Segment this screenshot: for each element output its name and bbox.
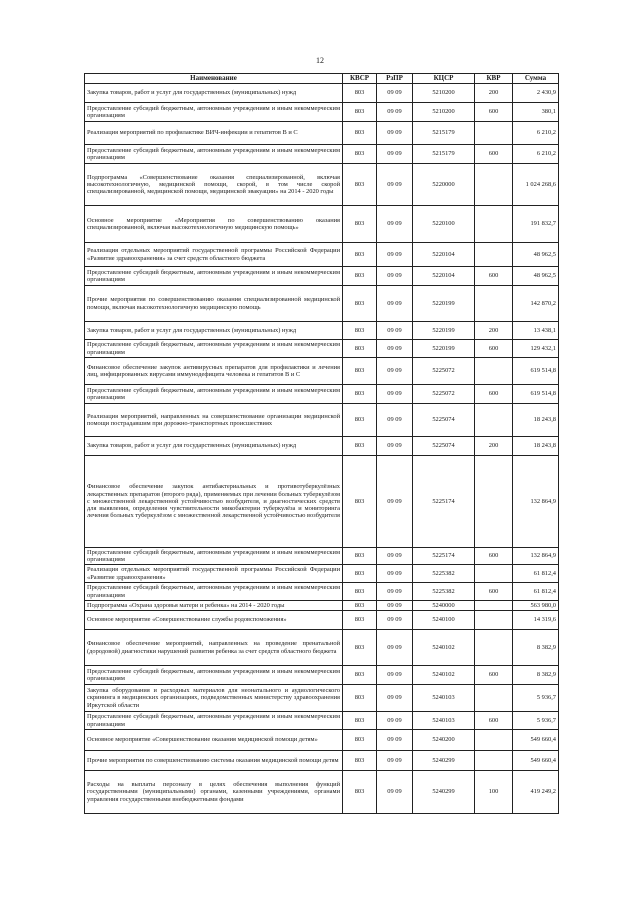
cell-rzpr: 09 09 (377, 206, 413, 243)
table-row (85, 437, 559, 456)
cell-kvsr: 803 (343, 630, 377, 666)
table-row (85, 685, 559, 712)
table-row (85, 122, 559, 145)
cell-sum: 6 210,2 (513, 145, 559, 164)
cell-name: Реализация мероприятий, направленных на совершенствование организации медицинской помощи пострадавшим при дорожно-транспортных происшествиях (85, 404, 343, 437)
table-row (85, 548, 559, 565)
cell-sum: 61 812,4 (513, 583, 559, 601)
cell-name: Предоставление субсидий бюджетным, автономным учреждениям и иным некоммерческим организациям (85, 666, 343, 685)
table-row (85, 601, 559, 611)
cell-name: Реализация отдельных мероприятий государственной программы Российской Федерации «Развитие здравоохранения» (85, 565, 343, 583)
cell-kvsr: 803 (343, 84, 377, 103)
cell-sum: 132 864,9 (513, 456, 559, 548)
cell-kvsr: 803 (343, 685, 377, 712)
cell-kvsr: 803 (343, 164, 377, 206)
cell-kcsr: 5220000 (413, 164, 475, 206)
cell-sum: 48 962,5 (513, 243, 559, 267)
cell-sum: 619 514,8 (513, 385, 559, 404)
cell-kvsr: 803 (343, 456, 377, 548)
cell-kvr: 100 (475, 771, 513, 814)
cell-kvsr: 803 (343, 437, 377, 456)
cell-kvsr: 803 (343, 565, 377, 583)
cell-kvr: 600 (475, 583, 513, 601)
cell-name: Предоставление субсидий бюджетным, автономным учреждениям и иным некоммерческим организациям (85, 340, 343, 358)
cell-kcsr: 5225174 (413, 548, 475, 565)
cell-kvsr: 803 (343, 385, 377, 404)
cell-rzpr: 09 09 (377, 771, 413, 814)
cell-kcsr: 5240299 (413, 751, 475, 771)
cell-sum: 18 243,8 (513, 404, 559, 437)
cell-name: Предоставление субсидий бюджетным, автономным учреждениям и иным некоммерческим организациям (85, 712, 343, 730)
cell-kvsr: 803 (343, 286, 377, 322)
cell-kvsr: 803 (343, 666, 377, 685)
cell-kvr (475, 286, 513, 322)
table-row (85, 456, 559, 548)
cell-name: Финансовое обеспечение мероприятий, направленных на проведение пренатальной (дородовой) диагностики нарушений развития ребенка за счет средств областного бюджета (85, 630, 343, 666)
header-rzpr: РзПР (377, 74, 413, 84)
cell-kvr: 200 (475, 437, 513, 456)
cell-rzpr: 09 09 (377, 611, 413, 630)
table-row (85, 583, 559, 601)
cell-kvsr: 803 (343, 771, 377, 814)
cell-kvsr: 803 (343, 751, 377, 771)
cell-sum: 129 432,1 (513, 340, 559, 358)
cell-kcsr: 5240299 (413, 771, 475, 814)
cell-kcsr: 5240000 (413, 601, 475, 611)
cell-rzpr: 09 09 (377, 601, 413, 611)
cell-kvr (475, 601, 513, 611)
cell-rzpr: 09 09 (377, 685, 413, 712)
cell-sum: 61 812,4 (513, 565, 559, 583)
cell-sum: 13 438,1 (513, 322, 559, 340)
table-row (85, 84, 559, 103)
cell-sum: 419 249,2 (513, 771, 559, 814)
table-row (85, 103, 559, 122)
cell-kvr: 600 (475, 145, 513, 164)
cell-rzpr: 09 09 (377, 712, 413, 730)
cell-rzpr: 09 09 (377, 730, 413, 751)
cell-kvsr: 803 (343, 358, 377, 385)
cell-kvsr: 803 (343, 404, 377, 437)
cell-kcsr: 5220104 (413, 267, 475, 286)
cell-rzpr: 09 09 (377, 358, 413, 385)
table-row (85, 712, 559, 730)
cell-rzpr: 09 09 (377, 286, 413, 322)
cell-sum: 132 864,9 (513, 548, 559, 565)
cell-sum: 549 660,4 (513, 751, 559, 771)
cell-rzpr: 09 09 (377, 322, 413, 340)
cell-kcsr: 5240103 (413, 685, 475, 712)
cell-kcsr: 5220100 (413, 206, 475, 243)
cell-name: Закупка оборудования и расходных материалов для неонатального и аудиологического скрининга в медицинских организациях, подведомственных министерству здравоохранения Иркутской области (85, 685, 343, 712)
cell-kvsr: 803 (343, 103, 377, 122)
cell-rzpr: 09 09 (377, 583, 413, 601)
cell-kvsr: 803 (343, 583, 377, 601)
cell-sum: 48 962,5 (513, 267, 559, 286)
cell-kvsr: 803 (343, 611, 377, 630)
table-row (85, 771, 559, 814)
cell-kvsr: 803 (343, 145, 377, 164)
cell-rzpr: 09 09 (377, 164, 413, 206)
cell-rzpr: 09 09 (377, 456, 413, 548)
cell-kvr (475, 358, 513, 385)
cell-kvr (475, 122, 513, 145)
cell-rzpr: 09 09 (377, 84, 413, 103)
cell-sum: 5 936,7 (513, 712, 559, 730)
cell-kcsr: 5210200 (413, 84, 475, 103)
table-row (85, 164, 559, 206)
cell-kcsr: 5220199 (413, 340, 475, 358)
cell-rzpr: 09 09 (377, 548, 413, 565)
cell-kvr: 600 (475, 340, 513, 358)
cell-name: Подпрограмма «Совершенствование оказания специализированной, включая высокотехнологичную, медицинской помощи, скорой, в том числе скорой специализированной, медицинской помощи, медицинской эвакуации» на 2014 - 2020 годы (85, 164, 343, 206)
cell-kvr (475, 630, 513, 666)
cell-kcsr: 5240200 (413, 730, 475, 751)
cell-name: Прочие мероприятия по совершенствованию системы оказания медицинской помощи детям (85, 751, 343, 771)
cell-kcsr: 5240102 (413, 630, 475, 666)
cell-kvsr: 803 (343, 243, 377, 267)
header-sum: Сумма (513, 74, 559, 84)
cell-sum: 18 243,8 (513, 437, 559, 456)
cell-kvr (475, 456, 513, 548)
cell-name: Прочие мероприятия по совершенствованию оказания специализированной медицинской помощи, включая высокотехнологичную медицинскую помощь (85, 286, 343, 322)
cell-kvsr: 803 (343, 122, 377, 145)
header-kvsr: КВСР (343, 74, 377, 84)
cell-name: Предоставление субсидий бюджетным, автономным учреждениям и иным некоммерческим организациям (85, 548, 343, 565)
cell-kvsr: 803 (343, 712, 377, 730)
table-row (85, 385, 559, 404)
page-number: 12 (316, 56, 324, 65)
cell-sum: 563 980,0 (513, 601, 559, 611)
cell-kcsr: 5215179 (413, 122, 475, 145)
table-row (85, 358, 559, 385)
cell-rzpr: 09 09 (377, 267, 413, 286)
cell-kcsr: 5225072 (413, 358, 475, 385)
cell-kvr: 600 (475, 548, 513, 565)
cell-rzpr: 09 09 (377, 630, 413, 666)
header-kcsr: КЦСР (413, 74, 475, 84)
table-row (85, 730, 559, 751)
cell-kvr (475, 685, 513, 712)
cell-kvr: 600 (475, 666, 513, 685)
cell-sum: 380,1 (513, 103, 559, 122)
cell-kvsr: 803 (343, 601, 377, 611)
cell-name: Закупка товаров, работ и услуг для государственных (муниципальных) нужд (85, 322, 343, 340)
cell-rzpr: 09 09 (377, 340, 413, 358)
cell-rzpr: 09 09 (377, 565, 413, 583)
cell-sum: 549 660,4 (513, 730, 559, 751)
cell-kcsr: 5240103 (413, 712, 475, 730)
table-row (85, 322, 559, 340)
cell-rzpr: 09 09 (377, 145, 413, 164)
table-row (85, 611, 559, 630)
cell-kvr: 600 (475, 385, 513, 404)
cell-kvr: 600 (475, 712, 513, 730)
cell-name: Основное мероприятие «Совершенствование службы родовспоможения» (85, 611, 343, 630)
cell-kvsr: 803 (343, 267, 377, 286)
cell-kvsr: 803 (343, 730, 377, 751)
cell-kvr (475, 565, 513, 583)
cell-name: Предоставление субсидий бюджетным, автономным учреждениям и иным некоммерческим организациям (85, 385, 343, 404)
cell-kvr (475, 751, 513, 771)
table-row (85, 243, 559, 267)
budget-table (84, 73, 559, 814)
cell-name: Расходы на выплаты персоналу в целях обеспечения выполнения функций государственными (муниципальными) органами, казенными учреждениями, органами управления государственными внебюджетными фондами (85, 771, 343, 814)
cell-sum: 8 382,9 (513, 666, 559, 685)
cell-kvr: 600 (475, 267, 513, 286)
cell-kcsr: 5210200 (413, 103, 475, 122)
cell-kvsr: 803 (343, 548, 377, 565)
cell-name: Основное мероприятие «Совершенствование оказания медицинской помощи детям» (85, 730, 343, 751)
cell-kvr (475, 730, 513, 751)
cell-name: Финансовое обеспечение закупок антивирусных препаратов для профилактики и лечения лиц, инфицированных вирусами иммунодефицита человека и гепатитов В и С (85, 358, 343, 385)
cell-kvr (475, 404, 513, 437)
cell-rzpr: 09 09 (377, 404, 413, 437)
table-row (85, 286, 559, 322)
cell-name: Предоставление субсидий бюджетным, автономным учреждениям и иным некоммерческим организациям (85, 583, 343, 601)
cell-sum: 191 832,7 (513, 206, 559, 243)
cell-sum: 142 870,2 (513, 286, 559, 322)
cell-name: Предоставление субсидий бюджетным, автономным учреждениям и иным некоммерческим организациям (85, 103, 343, 122)
cell-kcsr: 5225382 (413, 565, 475, 583)
table-row (85, 630, 559, 666)
cell-kvr: 200 (475, 84, 513, 103)
cell-sum: 5 936,7 (513, 685, 559, 712)
table-row (85, 751, 559, 771)
cell-rzpr: 09 09 (377, 385, 413, 404)
cell-kvsr: 803 (343, 206, 377, 243)
cell-kvr (475, 164, 513, 206)
cell-kcsr: 5225074 (413, 404, 475, 437)
cell-kvr (475, 243, 513, 267)
cell-name: Реализация отдельных мероприятий государственной программы Российской Федерации «Развитие здравоохранения» за счет средств областного бюджета (85, 243, 343, 267)
cell-kcsr: 5220199 (413, 286, 475, 322)
cell-name: Основное мероприятие «Мероприятия по совершенствованию оказания специализированной, включая высокотехнологичную медицинскую помощь» (85, 206, 343, 243)
cell-name: Предоставление субсидий бюджетным, автономным учреждениям и иным некоммерческим организациям (85, 267, 343, 286)
table-header-row (85, 74, 559, 84)
cell-kvsr: 803 (343, 322, 377, 340)
cell-kcsr: 5225174 (413, 456, 475, 548)
cell-rzpr: 09 09 (377, 122, 413, 145)
cell-kcsr: 5240100 (413, 611, 475, 630)
cell-rzpr: 09 09 (377, 243, 413, 267)
cell-kvr: 200 (475, 322, 513, 340)
table-row (85, 267, 559, 286)
cell-name: Финансовое обеспечение закупок антибактериальных и противотуберкулёзных лекарственных препаратов (второго ряда), применяемых при лечении больных туберкулёзом с множественной лекарственной устойчивостью возбудителя, и диагностических средств для выявления, определения чувствительности микобактерии туберкулёза и мониторинга лечения больных туберкулёзом с множественной лекарственной устойчивостью возбудителя (85, 456, 343, 548)
table-row (85, 404, 559, 437)
cell-rzpr: 09 09 (377, 103, 413, 122)
cell-name: Подпрограмма «Охрана здоровья матери и ребенка» на 2014 - 2020 годы (85, 601, 343, 611)
cell-kvsr: 803 (343, 340, 377, 358)
cell-kvr (475, 611, 513, 630)
cell-rzpr: 09 09 (377, 437, 413, 456)
cell-sum: 8 382,9 (513, 630, 559, 666)
cell-sum: 2 430,9 (513, 84, 559, 103)
cell-sum: 619 514,8 (513, 358, 559, 385)
cell-kcsr: 5215179 (413, 145, 475, 164)
cell-name: Предоставление субсидий бюджетным, автономным учреждениям и иным некоммерческим организациям (85, 145, 343, 164)
cell-sum: 1 024 268,6 (513, 164, 559, 206)
cell-kvr: 600 (475, 103, 513, 122)
cell-sum: 6 210,2 (513, 122, 559, 145)
cell-rzpr: 09 09 (377, 751, 413, 771)
cell-kcsr: 5225382 (413, 583, 475, 601)
table-row (85, 340, 559, 358)
cell-rzpr: 09 09 (377, 666, 413, 685)
table-row (85, 145, 559, 164)
cell-kcsr: 5220199 (413, 322, 475, 340)
header-name: Наименование (85, 74, 343, 84)
cell-kcsr: 5225072 (413, 385, 475, 404)
cell-kcsr: 5225074 (413, 437, 475, 456)
cell-name: Реализация мероприятий по профилактике ВИЧ-инфекции и гепатитов В и С (85, 122, 343, 145)
cell-kcsr: 5220104 (413, 243, 475, 267)
cell-sum: 14 319,6 (513, 611, 559, 630)
table-row (85, 666, 559, 685)
cell-name: Закупка товаров, работ и услуг для государственных (муниципальных) нужд (85, 437, 343, 456)
cell-kcsr: 5240102 (413, 666, 475, 685)
cell-kvr (475, 206, 513, 243)
cell-name: Закупка товаров, работ и услуг для государственных (муниципальных) нужд (85, 84, 343, 103)
header-kvr: КВР (475, 74, 513, 84)
table-row (85, 565, 559, 583)
table-row (85, 206, 559, 243)
